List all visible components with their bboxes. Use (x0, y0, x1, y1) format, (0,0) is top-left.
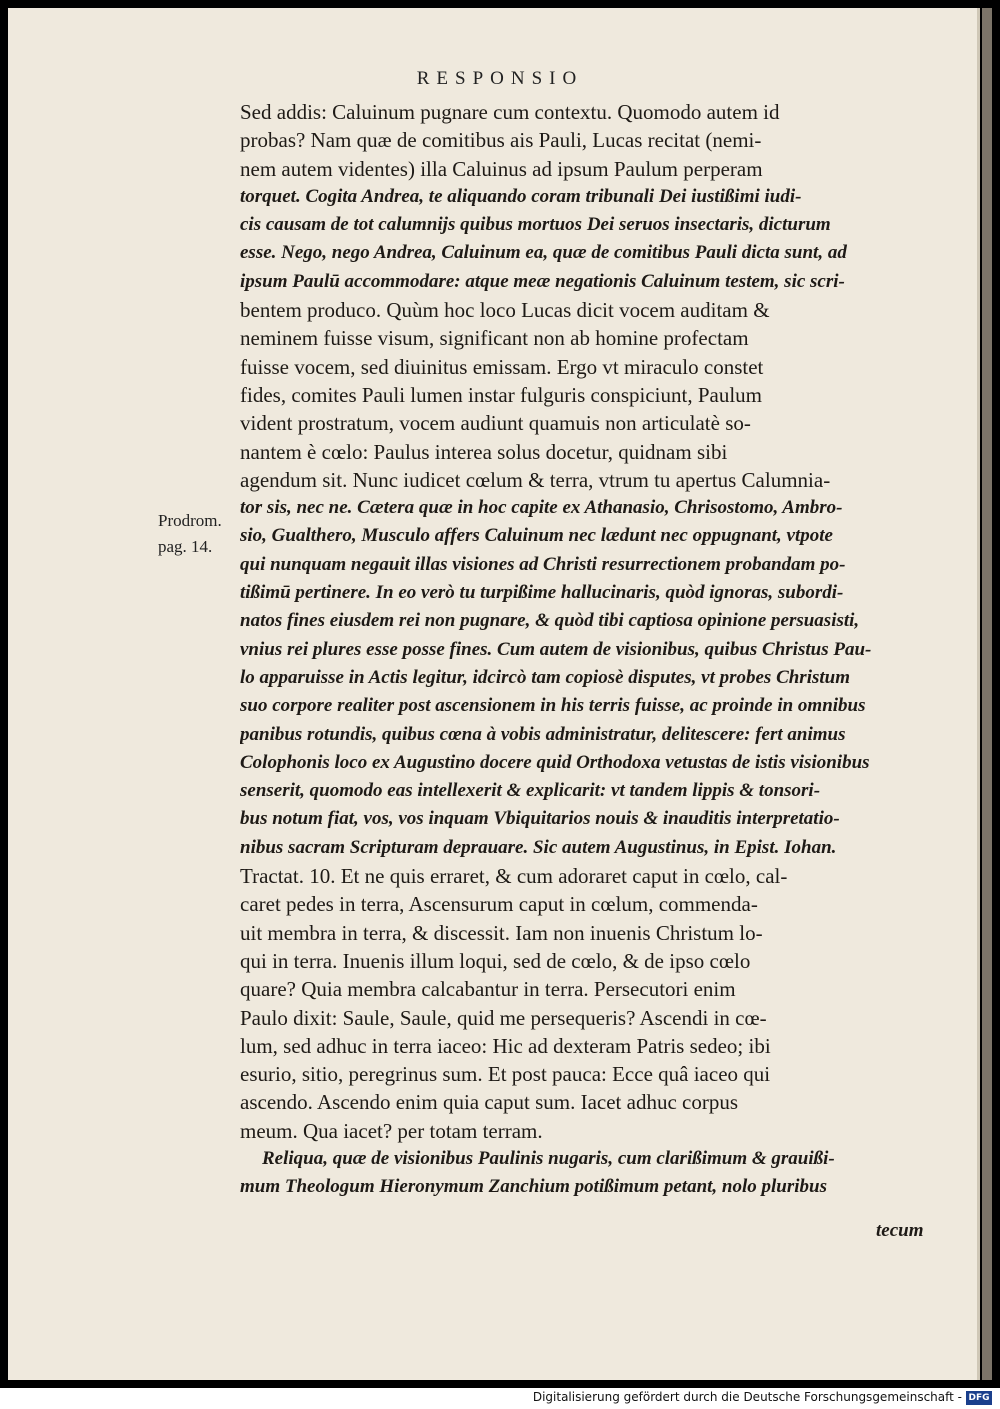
footer-bar (0, 1388, 1000, 1409)
text-line: fuisse vocem, sed diuinitus emissam. Ergo vt miraculo constet (240, 354, 764, 379)
text-line: mum Theologum Hieronymum Zanchium potißimum petant, nolo pluribus (240, 1176, 828, 1198)
text-line: esse. Nego, nego Andrea, Caluinum ea, quæ de comitibus Pauli dicta sunt, ad (240, 242, 847, 264)
text-line: probas? Nam quæ de comitibus ais Pauli, Lucas recitat (nemi- (240, 128, 762, 153)
text-line: meum. Qua iacet? per totam terram. (240, 1118, 543, 1143)
margin-note-line: pag. 14. (158, 537, 213, 556)
text-line: vident prostratum, vocem audiunt quamuis non articulatè so- (240, 411, 751, 436)
text-line: tor sis, nec ne. Cætera quæ in hoc capite ex Athanasio, Chrisostomo, Ambro- (240, 497, 843, 519)
text-line: Paulo dixit: Saule, Saule, quid me persequeris? Ascendi in cœ- (240, 1005, 767, 1030)
margin-note-line: Prodrom. (158, 511, 222, 530)
body-text (240, 98, 940, 1202)
text-line: quare? Quia membra calcabantur in terra. Persecutori enim (240, 977, 736, 1002)
text-line: fides, comites Pauli lumen instar fulguris conspiciunt, Paulum (240, 382, 763, 407)
text-line: ascendo. Ascendo enim quia caput sum. Iacet adhuc corpus (240, 1090, 739, 1115)
text-line: natos fines eiusdem rei non pugnare, & quòd tibi captiosa opinione persuasisti, (240, 610, 860, 632)
text-line: Sed addis: Caluinum pugnare cum contextu. Quomodo autem id (240, 100, 780, 124)
text-line: nibus sacram Scripturam deprauare. Sic autem Augustinus, in Epist. Iohan. (240, 836, 837, 858)
page-edge (982, 8, 992, 1380)
text-line: bus notum fiat, vos, vos inquam Vbiquitarios nouis & inauditis interpretatio- (240, 808, 840, 830)
text-line: lo apparuisse in Actis legitur, idcircò tam copiosè disputes, vt probes Christum (240, 666, 850, 688)
footer-credit: Digitalisierung gefördert durch die Deutsche Forschungsgemeinschaft - (532, 1390, 962, 1404)
text-line: Colophonis loco ex Augustino docere quid Orthodoxa vetustas de istis visionibus (240, 751, 870, 773)
text-line: ipsum Paulū accommodare: atque meæ negationis Caluinum testem, sic scri- (240, 270, 845, 292)
text-line: esurio, sitio, peregrinus sum. Et post pauca: Ecce quâ iaceo qui (240, 1062, 771, 1087)
text-line: panibus rotundis, quibus cœna à vobis administratur, delitescere: fert animus (240, 723, 846, 745)
text-line: vnius rei plures esse posse fines. Cum autem de visionibus, quibus Christus Pau- (240, 638, 872, 660)
text-line: tißimū pertinere. In eo verò tu turpißime hallucinaris, quòd ignoras, subordi- (240, 582, 844, 604)
text-line: senserit, quomodo eas intellexerit & explicarit: vt tandem lippis & tonsori- (240, 780, 821, 802)
text-line: neminem fuisse visum, significant non ab homine profectam (240, 326, 749, 351)
text-line: caret pedes in terra, Ascensurum caput in cœlum, commenda- (240, 892, 758, 917)
text-line: bentem produco. Quùm hoc loco Lucas dicit vocem auditam & (240, 298, 770, 323)
text-line: torquet. Cogita Andrea, te aliquando coram tribunali Dei iustißimi iudi- (240, 185, 802, 207)
text-line: nem autem videntes) illa Caluinus ad ipsum Paulum perperam (240, 156, 763, 181)
text-line: qui nunquam negauit illas visiones ad Christi resurrectionem probandam po- (240, 553, 846, 575)
text-line: agendum sit. Nunc iudicet cœlum & terra, vtrum tu apertus Calumnia- (240, 467, 831, 492)
text-line: Reliqua, quæ de visionibus Paulinis nugaris, cum clarißimum & grauißi- (262, 1147, 835, 1169)
text-line: cis causam de tot calumnijs quibus mortuos Dei seruos insectaris, dicturum (240, 214, 831, 236)
margin-note (158, 508, 222, 560)
text-line: uit membra in terra, & discessit. Iam non inuenis Christum lo- (240, 920, 763, 945)
running-head: RESPONSIO (416, 68, 584, 89)
text-line: qui in terra. Inuenis illum loqui, sed de cœlo, & de ipso cœlo (240, 948, 751, 973)
text-line: suo corpore realiter post ascensionem in his terris fuisse, ac proinde in omnibus (240, 695, 866, 717)
text-line: nantem è cœlo: Paulus interea solus docetur, quidnam sibi (240, 439, 728, 464)
dfg-logo: DFG (966, 1391, 992, 1405)
text-line: Tractat. 10. Et ne quis erraret, & cum adoraret caput in cœlo, cal- (240, 864, 788, 889)
text-line: lum, sed adhuc in terra iaceo: Hic ad dexteram Patris sedeo; ibi (240, 1033, 771, 1058)
catchword: tecum (876, 1220, 924, 1241)
text-line: sio, Gualthero, Musculo affers Caluinum nec lædunt nec oppugnant, vtpote (240, 525, 833, 547)
